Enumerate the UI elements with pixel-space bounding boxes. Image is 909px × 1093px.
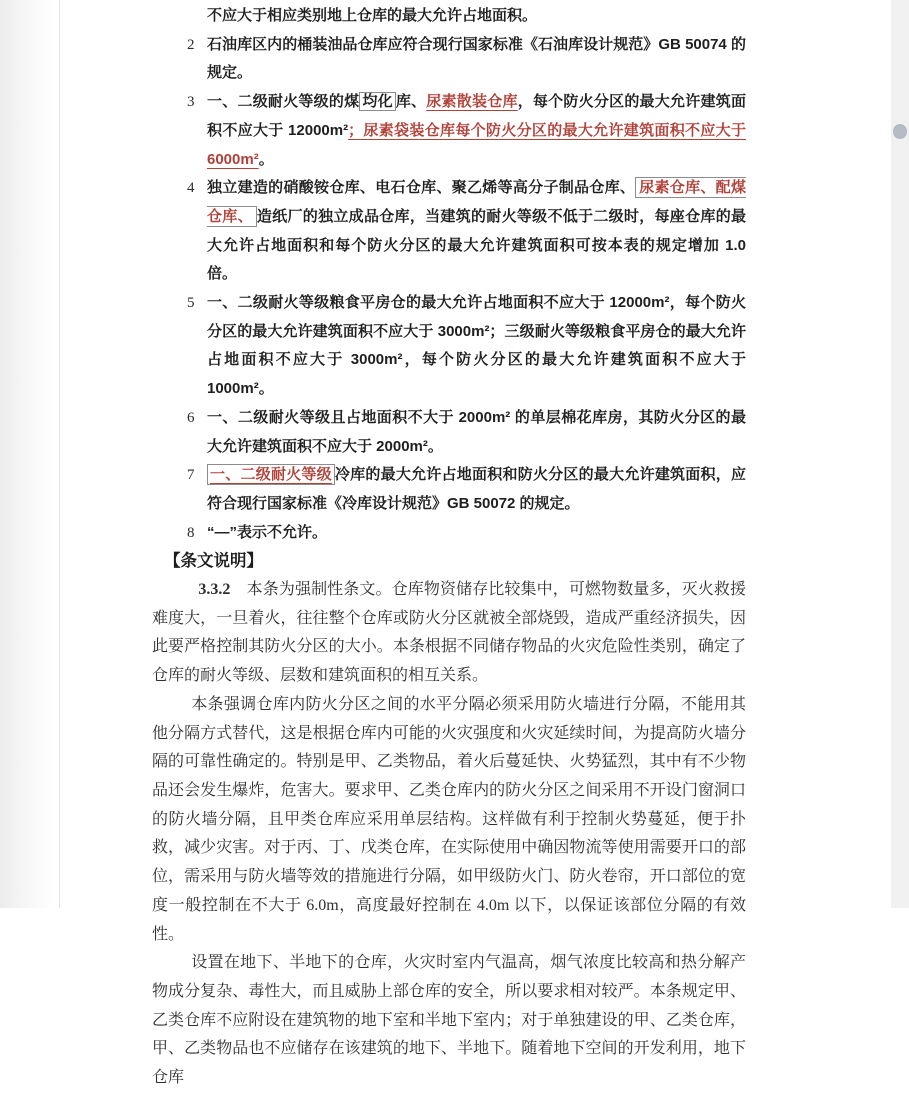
text-segment-redbox: 尿素仓库、配煤仓库、 (207, 179, 746, 225)
paragraph-clause-3-3-2 (152, 576, 746, 691)
text-segment: 石油库区内的桶装油品仓库应符合现行国家标准《石油库设计规范》GB 50074 的规定。 (207, 35, 746, 82)
document-content (152, 2, 746, 1093)
item-text (207, 519, 746, 548)
item-text (207, 31, 746, 88)
text-segment: 一、二级耐火等级粮食平房仓的最大允许占地面积不应大于 12000m²，每个防火分区的最大允许建筑面积不应大于 3000m²；三级耐火等级粮食平房仓的最大允许占地面积不应大于 3000m²，每个防火分区的最大允许建筑面积不应大于 1000m²。 (207, 294, 746, 398)
scrollbar-thumb[interactable] (893, 124, 907, 139)
text-segment: 本条为强制性条文。仓库物资储存比较集中，可燃物数量多，灭火救援难度大，一旦着火，往往整个仓库或防火分区就被全部烧毁，造成严重经济损失，因此要严格控制其防火分区的大小。本条根据不同储存物品的火灾危险性类别，确定了仓库的耐火等级、层数和建筑面积的相互关系。 (152, 581, 746, 685)
text-segment: “—”表示不允许。 (207, 523, 328, 541)
text-segment-box: 均化 (359, 92, 395, 111)
text-segment: 。 (258, 150, 274, 168)
text-segment: 库、 (395, 93, 427, 111)
item-text (207, 289, 746, 404)
item-number: 8 (187, 524, 195, 541)
item-number: 6 (187, 409, 195, 426)
text-segment: 造纸厂的独立成品仓库，当建筑的耐火等级不低于二级时，每座仓库的最大允许占地面积和每个防火分区的最大允许建筑面积可按本表的规定增加 1.0 倍。 (207, 207, 746, 283)
paragraph-firewall-separation (152, 691, 746, 949)
continuation-line: 不应大于相应类别地上仓库的最大允许占地面积。 (207, 7, 538, 24)
text-segment-redboxu: 一、二级耐火等级 (207, 464, 335, 485)
list-item-8 (187, 519, 746, 548)
item-number: 7 (187, 467, 195, 484)
item-text (207, 174, 746, 289)
list-item-5 (187, 289, 746, 404)
page-left-shadow (0, 0, 54, 908)
explanation-section (152, 547, 746, 1092)
list-item-2 (187, 31, 746, 88)
text-segment: 独立建造的硝酸铵仓库、电石仓库、聚乙烯等高分子制品仓库、 (207, 179, 636, 197)
item-number: 3 (187, 94, 195, 111)
item-text (207, 88, 746, 174)
text-segment: 一、二级耐火等级的煤 (207, 93, 360, 111)
scrollbar-track[interactable] (891, 0, 909, 908)
text-segment: ，每个防火分区的最大允许建筑面积不应大于 12000m² (207, 93, 746, 139)
text-segment-redu: 尿素散装仓库 (426, 93, 518, 111)
text-segment: 一、二级耐火等级且占地面积不大于 2000m² 的单层棉花库房，其防火分区的最大允许建筑面积不应大于 2000m²。 (207, 408, 746, 455)
list-item-7 (187, 461, 746, 518)
item-number: 4 (187, 180, 195, 197)
item-text (207, 461, 746, 518)
text-segment-redu: ；尿素袋装仓库每个防火分区的最大允许建筑面积不应大于 6000m² (207, 121, 746, 168)
paragraph-underground-warehouse (152, 949, 746, 1093)
item-number: 2 (187, 36, 195, 53)
text-segment: 冷库的最大允许占地面积和防火分区的最大允许建筑面积，应符合现行国家标准《冷库设计规范》GB 50072 的规定。 (207, 466, 746, 512)
section-heading: 【条文说明】 (164, 552, 263, 571)
text-segment-b: 3.3.2 (198, 581, 231, 599)
notes-list (187, 2, 746, 547)
page-edge-line (59, 0, 60, 908)
list-item-6 (187, 404, 746, 461)
item-number: 5 (187, 295, 195, 312)
text-segment: 设置在地下、半地下的仓库，火灾时室内气温高，烟气浓度比较高和热分解产物成分复杂、毒性大，而且威胁上部仓库的安全，所以要求相对较严。本条规定甲、乙类仓库不应附设在建筑物的地下室和半地下室内；对于单独建设的甲、乙类仓库，甲、乙类物品也不应储存在该建筑的地下、半地下。随着地下空间的开发利用，地下仓库 (152, 954, 746, 1087)
text-segment: 本条强调仓库内防火分区之间的水平分隔必须采用防火墙进行分隔，不能用其他分隔方式替代，这是根据仓库内可能的火灾强度和火灾延续时间，为提高防火墙分隔的可靠性确定的。特别是甲、乙类物品，着火后蔓延快、火势猛烈，其中有不少物品还会发生爆炸，危害大。要求甲、乙类仓库内的防火分区之间采用不开设门窗洞口的防火墙分隔，且甲类仓库应采用单层结构。这样做有利于控制火势蔓延，便于扑救，减少灾害。对于丙、丁、戊类仓库，在实际使用中确因物流等使用需要开口的部位，需采用与防火墙等效的措施进行分隔，如甲级防火门、防火卷帘，开口部位的宽度一般控制在不大于 6.0m，高度最好控制在 4.0m 以下，以保证该部位分隔的有效性。 (152, 695, 746, 943)
item-text (207, 404, 746, 461)
list-item-4 (187, 174, 746, 289)
list-item-3 (187, 88, 746, 174)
